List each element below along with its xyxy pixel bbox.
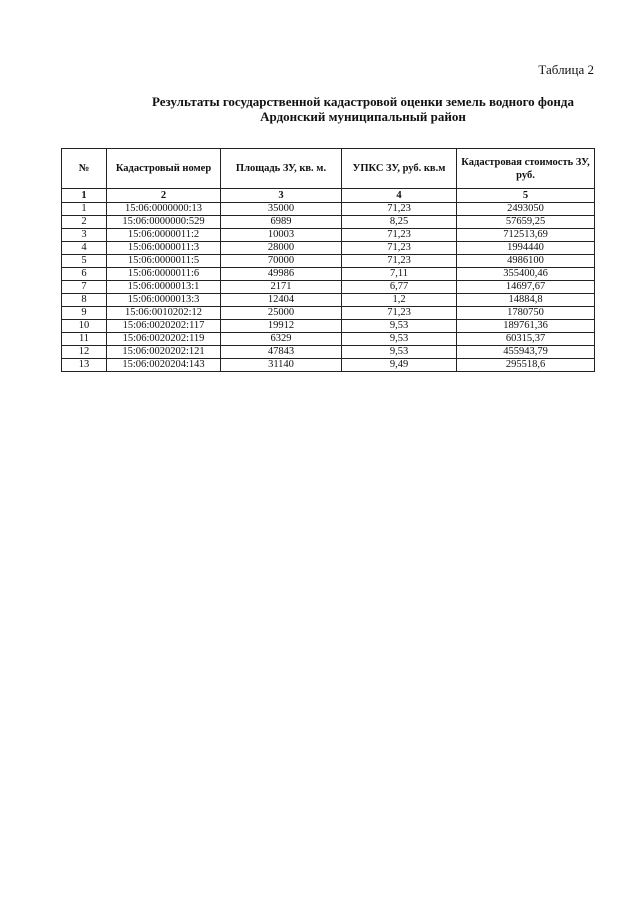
header-area: Площадь ЗУ, кв. м.: [221, 149, 342, 189]
cell-upks: 7,11: [342, 268, 457, 281]
cell-cadastral-value: 1994440: [457, 242, 595, 255]
cell-cadastral-number: 15:06:0000013:3: [107, 294, 221, 307]
cell-cadastral-value: 4986100: [457, 255, 595, 268]
cell-upks: 9,53: [342, 320, 457, 333]
cell-number: 11: [62, 333, 107, 346]
cell-cadastral-number: 15:06:0000011:6: [107, 268, 221, 281]
cell-area: 49986: [221, 268, 342, 281]
cell-number: 1: [62, 203, 107, 216]
cell-cadastral-value: 455943,79: [457, 346, 595, 359]
cell-cadastral-number: 15:06:0000011:3: [107, 242, 221, 255]
cell-upks: 71,23: [342, 307, 457, 320]
cell-upks: 6,77: [342, 281, 457, 294]
cell-number: 3: [62, 229, 107, 242]
cell-upks: 9,53: [342, 333, 457, 346]
cell-area: 2171: [221, 281, 342, 294]
table-row: [62, 307, 595, 320]
header-cadastral-number: Кадастровый номер: [107, 149, 221, 189]
cell-cadastral-number: 15:06:0020202:121: [107, 346, 221, 359]
cell-number: 7: [62, 281, 107, 294]
cell-cadastral-value: 712513,69: [457, 229, 595, 242]
cell-number: 13: [62, 359, 107, 372]
header-row: [62, 149, 595, 189]
cell-cadastral-value: 14884,8: [457, 294, 595, 307]
cell-cadastral-value: 189761,36: [457, 320, 595, 333]
cell-cadastral-number: 15:06:0000011:2: [107, 229, 221, 242]
cell-upks: 71,23: [342, 229, 457, 242]
cell-number: 10: [62, 320, 107, 333]
cell-cadastral-number: 15:06:0000000:529: [107, 216, 221, 229]
column-number-1: 1: [62, 189, 107, 203]
cell-upks: 9,49: [342, 359, 457, 372]
cell-area: 6989: [221, 216, 342, 229]
cell-area: 10003: [221, 229, 342, 242]
title-line-2: Ардонский муниципальный район: [260, 109, 466, 124]
table-row: [62, 320, 595, 333]
cell-upks: 8,25: [342, 216, 457, 229]
cell-upks: 71,23: [342, 203, 457, 216]
table-row: [62, 203, 595, 216]
table-row: [62, 242, 595, 255]
cell-area: 12404: [221, 294, 342, 307]
cell-number: 8: [62, 294, 107, 307]
cell-cadastral-number: 15:06:0010202:12: [107, 307, 221, 320]
column-number-3: 3: [221, 189, 342, 203]
cell-number: 4: [62, 242, 107, 255]
table-row: [62, 294, 595, 307]
cell-cadastral-number: 15:06:0020204:143: [107, 359, 221, 372]
cell-cadastral-value: 355400,46: [457, 268, 595, 281]
cell-upks: 9,53: [342, 346, 457, 359]
cell-area: 19912: [221, 320, 342, 333]
cell-upks: 71,23: [342, 255, 457, 268]
document-title: [100, 94, 626, 124]
cell-number: 6: [62, 268, 107, 281]
cell-cadastral-value: 295518,6: [457, 359, 595, 372]
column-number-2: 2: [107, 189, 221, 203]
cell-area: 70000: [221, 255, 342, 268]
cell-cadastral-value: 60315,37: [457, 333, 595, 346]
cell-upks: 71,23: [342, 242, 457, 255]
cell-number: 12: [62, 346, 107, 359]
cell-cadastral-number: 15:06:0000011:5: [107, 255, 221, 268]
header-number: №: [62, 149, 107, 189]
column-number-row: [62, 189, 595, 203]
cell-area: 25000: [221, 307, 342, 320]
cell-cadastral-number: 15:06:0020202:119: [107, 333, 221, 346]
cell-area: 28000: [221, 242, 342, 255]
table-row: [62, 216, 595, 229]
cell-area: 35000: [221, 203, 342, 216]
table-row: [62, 281, 595, 294]
cadastral-table: [61, 148, 595, 372]
cell-cadastral-value: 1780750: [457, 307, 595, 320]
cell-cadastral-value: 14697,67: [457, 281, 595, 294]
cell-cadastral-number: 15:06:0000013:1: [107, 281, 221, 294]
table-body: [62, 203, 595, 372]
cell-area: 31140: [221, 359, 342, 372]
table-caption: Таблица 2: [538, 62, 594, 77]
cell-cadastral-value: 2493050: [457, 203, 595, 216]
table-row: [62, 346, 595, 359]
cell-number: 5: [62, 255, 107, 268]
cell-area: 47843: [221, 346, 342, 359]
table-row: [62, 359, 595, 372]
table-row: [62, 255, 595, 268]
header-cadastral-value: Кадастровая стоимость ЗУ, руб.: [457, 149, 595, 189]
cell-cadastral-value: 57659,25: [457, 216, 595, 229]
cell-cadastral-number: 15:06:0020202:117: [107, 320, 221, 333]
table-row: [62, 268, 595, 281]
cell-cadastral-number: 15:06:0000000:13: [107, 203, 221, 216]
column-number-4: 4: [342, 189, 457, 203]
cell-area: 6329: [221, 333, 342, 346]
header-upks: УПКС ЗУ, руб. кв.м: [342, 149, 457, 189]
title-line-1: Результаты государственной кадастровой оценки земель водного фонда: [152, 94, 574, 109]
cell-number: 2: [62, 216, 107, 229]
cell-upks: 1,2: [342, 294, 457, 307]
column-number-5: 5: [457, 189, 595, 203]
table-row: [62, 333, 595, 346]
table-row: [62, 229, 595, 242]
cell-number: 9: [62, 307, 107, 320]
